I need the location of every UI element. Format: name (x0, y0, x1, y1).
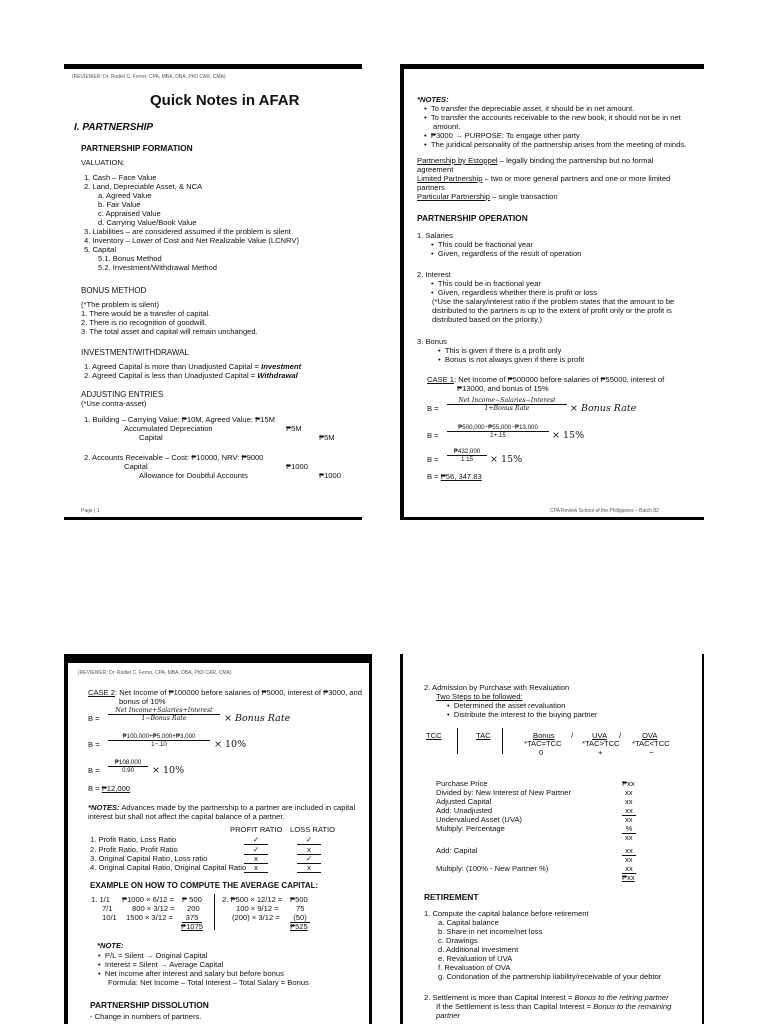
calc-value: ₱xx (622, 779, 635, 788)
entry-account: Capital (139, 433, 163, 442)
dissolution-heading: PARTNERSHIP DISSOLUTION (90, 1000, 209, 1010)
example-amount: ₱ 500 (182, 895, 202, 904)
calc-value: ₱xx (622, 873, 635, 882)
investment-heading: INVESTMENT/WITHDRAWAL (81, 348, 189, 357)
tac-label: TAC (476, 731, 491, 740)
example-total: ₱525 (290, 922, 308, 931)
page-edge (64, 64, 362, 69)
page-edge (400, 517, 704, 520)
example-amount: (50) (290, 913, 310, 923)
ratio-mark: ✓ (297, 835, 321, 845)
case1-text: CASE 1: Net Income of ₱500000 before salaries of ₱55000, interest of (427, 375, 665, 384)
admission-label: 2. Admission by Purchase with Revaluation (424, 683, 570, 692)
case2-result: B = ₱12,000 (88, 784, 131, 793)
retirement-item: 1. Compute the capital balance before retirement (424, 909, 589, 918)
formula-lhs: B = (88, 714, 100, 723)
ratio-row: 3. Original Capital Ratio, Loss ratio (90, 854, 208, 863)
table-divider (457, 728, 458, 754)
step-item: • Distribute the interest to the buying partner (447, 710, 598, 719)
entry-line: 2. Accounts Receivable – Cost: ₱10000, NRV: ₱9000 (84, 453, 264, 462)
example-amount: 375 (182, 913, 202, 923)
valuation-item: 5. Capital (84, 245, 117, 254)
column-header: LOSS RATIO (290, 825, 336, 834)
interest-item: • This could be in fractional year (431, 279, 541, 288)
example-date: 7/1 (102, 904, 113, 913)
formula-tail: × 10% (214, 739, 247, 750)
ratio-mark: x (244, 863, 268, 873)
interest-note: distributed based on the priority.) (432, 315, 543, 324)
ova-val: − (649, 748, 654, 757)
definition: Partnership by Estoppel – legally binding the partnership but no formal (417, 156, 654, 165)
ratio-mark: x (297, 845, 321, 855)
ratio-mark: ✓ (244, 845, 268, 855)
calc-label: Add: Capital (436, 846, 478, 855)
ratio-mark: x (244, 854, 268, 864)
salaries-item: • This could be fractional year (431, 240, 533, 249)
ratio-row: 4. Original Capital Ratio, Original Capital Ratio (90, 863, 247, 872)
valuation-label: VALUATION: (81, 158, 126, 167)
case1-result: B = ₱56, 347.83 (427, 472, 482, 481)
case1-text: ₱13000, and bonus of 15% (457, 384, 549, 393)
notes-label: *NOTES: (417, 95, 449, 104)
formula-lhs: B = (427, 404, 439, 413)
ratio-mark: ✓ (297, 854, 321, 864)
page-title: Quick Notes in AFAR (150, 92, 300, 109)
interest-note: (*Use the salary/interest ratio if the problem states that the amount to be (432, 297, 675, 306)
formula-tail: × 15% (490, 454, 523, 465)
example-divider (214, 894, 215, 930)
entry-amount: ₱5M (286, 424, 302, 433)
bonus-val: 0 (539, 748, 544, 757)
note-formula: Formula: Net Income – Total Interest – Total Salary = Bonus (108, 978, 309, 987)
calc-value: xx (625, 833, 633, 842)
definition: Limited Partnership – two or more general partners and one or more limited (417, 174, 671, 183)
entry-amount: ₱1000 (286, 462, 308, 471)
example-calc: 800 × 3/12 = (132, 904, 175, 913)
calc-value: xx (622, 846, 636, 856)
interest-item: • Given, regardless whether there is profit or loss (431, 288, 598, 297)
step-item: • Determined the asset revaluation (447, 701, 566, 710)
investment-item: 1. Agreed Capital is more than Unadjusted Capital = Investment (84, 362, 302, 371)
notes-text: interest but shall not affect the capital balance of a partner. (88, 812, 285, 821)
page-edge (369, 654, 372, 1024)
formula-fraction: $\frac{₱500,000-₱55,000-₱13,000}{1+.15}$ (447, 424, 549, 439)
calc-label: Add: Unadjusted (436, 806, 493, 815)
ratio-mark: ✓ (244, 835, 268, 845)
note-item: • To transfer the depreciable asset, it should be in net amount. (424, 104, 635, 113)
calc-value: % (622, 824, 636, 834)
salaries-label: 1. Salaries (417, 231, 453, 240)
calc-value: xx (625, 815, 633, 824)
calc-label: Multiply: (100% - New Partner %) (436, 864, 549, 873)
retirement-sub: c. Drawings (438, 936, 478, 945)
example-total: ₱1075 (181, 922, 203, 931)
formula-tail: × Bonus Rate (570, 403, 637, 414)
entry-account: Accumulated Depreciation (124, 424, 213, 433)
note-item: • ₱3000 → PURPOSE: To engage other party (424, 131, 580, 140)
reviewer-header: (REVIEWER: Dr. Rodiel C. Ferrer, CPA, MBA, DBA, PhD CAR, CMA) (78, 670, 232, 676)
note-item: amount. (433, 122, 461, 131)
bonus-sub: *TAC=TCC (524, 739, 562, 748)
interest-label: 2. Interest (417, 270, 451, 279)
valuation-item: 4. Inventory – Lower of Cost and Net Realizable Value (LCNRV) (84, 236, 299, 245)
valuation-item: d. Carrying Value/Book Value (98, 218, 197, 227)
interest-note: distributed to the partners is up to the extent of profit only or the profit is (432, 306, 672, 315)
page-footer: Page | 1 (81, 508, 100, 514)
retirement-sub: e. Revaluation of UVA (438, 954, 513, 963)
formula-lhs: B = (427, 431, 439, 440)
formula-fraction: Net Income−Salaries−Interest 1+Bonus Rate (447, 397, 567, 412)
note-item: • P/L = Silent → Original Capital (98, 951, 208, 960)
uva-col: UVA (592, 731, 608, 740)
retirement-sub: f. Revaluation of OVA (438, 963, 511, 972)
notes-text: *NOTES: Advances made by the partnership to a partner are included in capital (88, 803, 356, 812)
note-item: • Interest = Silent → Average Capital (98, 960, 224, 969)
example-heading: EXAMPLE ON HOW TO COMPUTE THE AVERAGE CAPITAL: (90, 881, 319, 890)
page-4 (400, 654, 704, 1024)
ratio-row: 1. Profit Ratio, Loss Ratio (90, 835, 177, 844)
calc-label: Divided by: New Interest of New Partner (436, 788, 572, 797)
retirement-sub: a. Capital balance (438, 918, 499, 927)
dissolution-item: - Change in numbers of partners. (90, 1012, 202, 1021)
uva-val: + (598, 748, 603, 757)
formula-tail: × 15% (552, 430, 585, 441)
uva-sub: *TAC>TCC (582, 739, 620, 748)
tcc-label: TCC (426, 731, 442, 740)
entry-line: 1. Building – Carrying Value: ₱10M, Agreed Value: ₱15M (84, 415, 275, 424)
example-calc: (200) × 3/12 = (232, 913, 280, 922)
valuation-item: a. Agreed Value (98, 191, 152, 200)
note-item: • To transfer the accounts receivable to the new book, it should not be in net (424, 113, 681, 122)
formula-tail: × 10% (152, 765, 185, 776)
bonus-method-heading: BONUS METHOD (81, 286, 147, 295)
retirement-heading: RETIREMENT (424, 892, 479, 902)
slash-sep: / (571, 731, 574, 740)
calc-label: Multiply: Percentage (436, 824, 505, 833)
retirement-sub: g. Condonation of the partnership liability/receivable of your debtor (438, 972, 662, 981)
section-heading: I. PARTNERSHIP (74, 122, 154, 133)
investment-item: 2. Agreed Capital is less than Unadjusted Capital = Withdrawal (84, 371, 298, 380)
calc-value: xx (622, 806, 636, 816)
ratio-row: 2. Profit Ratio, Profit Ratio (90, 845, 178, 854)
bonus-item: 3. The total asset and capital will remain unchanged. (81, 327, 258, 336)
entry-amount: ₱5M (319, 433, 335, 442)
formula-fraction: $\frac{₱108,000}{0.90}$ (108, 759, 148, 774)
page-edge (702, 654, 704, 1024)
bonus-label: 3. Bonus (417, 337, 447, 346)
table-divider (502, 728, 503, 754)
example-date: 10/1 (102, 913, 117, 922)
note-item: • Net income after interest and salary but before bonus (98, 969, 284, 978)
bonus-item: • This is given if there is a profit only (438, 346, 562, 355)
example-amount: 75 (296, 904, 305, 913)
definition: agreement (417, 165, 454, 174)
adjusting-note: (*Use contra-asset) (81, 399, 147, 408)
calc-label: Purchase Price (436, 779, 488, 788)
valuation-item: b. Fair Value (98, 200, 141, 209)
page-1 (64, 64, 362, 520)
formula-lhs: B = (88, 740, 100, 749)
settlement-rule: partner (436, 1011, 461, 1020)
entry-amount: ₱1000 (319, 471, 341, 480)
bonus-col: Bonus (533, 731, 555, 740)
formula-fraction: $\frac{₱100,000+₱5,000+₱3,000}{1-.10}$ (108, 733, 210, 748)
formula-tail: × Bonus Rate (224, 713, 291, 724)
entry-account: Capital (124, 462, 148, 471)
ratio-mark: x (297, 863, 321, 873)
valuation-item: 5.1. Bonus Method (98, 254, 162, 263)
example-amount: ₱500 (290, 895, 308, 904)
adjusting-heading: ADJUSTING ENTRIES (81, 390, 164, 399)
calc-label: Undervalued Asset (UVA) (436, 815, 522, 824)
definition: partners (417, 183, 445, 192)
reviewer-header: (REVIEWER: Dr. Rodiel C. Ferrer, CPA, MBA, DBA, PhD CAR, CMA) (72, 74, 226, 80)
bonus-item: 2. There is no recognition of goodwill. (81, 318, 207, 327)
calc-value: xx (625, 788, 633, 797)
slash-sep: / (619, 731, 622, 740)
retirement-sub: d. Additional investment (438, 945, 519, 954)
page-footer: CPA Review School of the Philippines – Batch 82 (550, 508, 659, 514)
case2-text: CASE 2: Net Income of ₱100000 before salaries of ₱5000, interest of ₱3000, and (88, 688, 362, 697)
note-item: • The juridical personality of the partnership arises from the meeting of minds. (424, 140, 687, 149)
valuation-item: 3. Liabilities – are considered assumed if the problem is silent (84, 227, 291, 236)
calc-value: xx (625, 855, 633, 864)
bonus-item: • Bonus is not always given if there is profit (438, 355, 585, 364)
settlement-rule: 2. Settlement is more than Capital Interest = Bonus to the retiring partner (424, 993, 669, 1002)
bonus-item: 1. There would be a transfer of capital. (81, 309, 211, 318)
column-header: PROFIT RATIO (230, 825, 283, 834)
page-edge (400, 64, 404, 520)
page-edge (400, 64, 704, 69)
page-2 (400, 64, 704, 520)
note-label: *NOTE: (97, 941, 124, 950)
salaries-item: • Given, regardless of the result of operation (431, 249, 582, 258)
formation-heading: PARTNERSHIP FORMATION (81, 143, 193, 153)
valuation-item: c. Appraised Value (98, 209, 161, 218)
page-edge (64, 654, 372, 663)
page-edge (64, 654, 68, 1024)
example-calc: 1500 × 3/12 = (126, 913, 173, 922)
calc-value: xx (622, 864, 636, 874)
two-steps: Two Steps to be followed: (436, 692, 523, 701)
entry-account: Allowance for Doubtful Accounts (139, 471, 248, 480)
retirement-sub: b. Share in net income/net loss (438, 927, 543, 936)
page-edge (64, 517, 362, 520)
valuation-item: 1. Cash – Face Value (84, 173, 157, 182)
definition: Particular Partnership – single transaction (417, 192, 558, 201)
formula-lhs: B = (88, 766, 100, 775)
example-calc: ₱1000 × 6/12 = (122, 895, 174, 904)
page-edge (400, 654, 403, 1024)
example-calc: 100 × 9/12 = (236, 904, 279, 913)
formula-lhs: B = (427, 455, 439, 464)
ova-col: OVA (642, 731, 658, 740)
page-3 (64, 654, 372, 1024)
formula-fraction: $\frac{₱432,000}{1.15}$ (447, 448, 487, 463)
example-amount: 200 (187, 904, 200, 913)
calc-value: xx (625, 797, 633, 806)
formula-fraction: Net Income+Salaries+Interest 1−Bonus Rate (108, 707, 220, 722)
calc-label: Adjusted Capital (436, 797, 492, 806)
bonus-item: (*The problem is silent) (81, 300, 160, 309)
operation-heading: PARTNERSHIP OPERATION (417, 213, 528, 223)
case2-text: bonus of 10% (119, 697, 166, 706)
ova-sub: *TAC<TCC (632, 739, 670, 748)
example-date: 1. 1/1 (91, 895, 110, 904)
valuation-item: 2. Land, Depreciable Asset, & NCA (84, 182, 203, 191)
example-calc: 2. ₱500 × 12/12 = (222, 895, 283, 904)
valuation-item: 5.2. Investment/Withdrawal Method (98, 263, 218, 272)
settlement-rule: If the Settlement is less than Capital Interest = Bonus to the remaining (436, 1002, 672, 1011)
